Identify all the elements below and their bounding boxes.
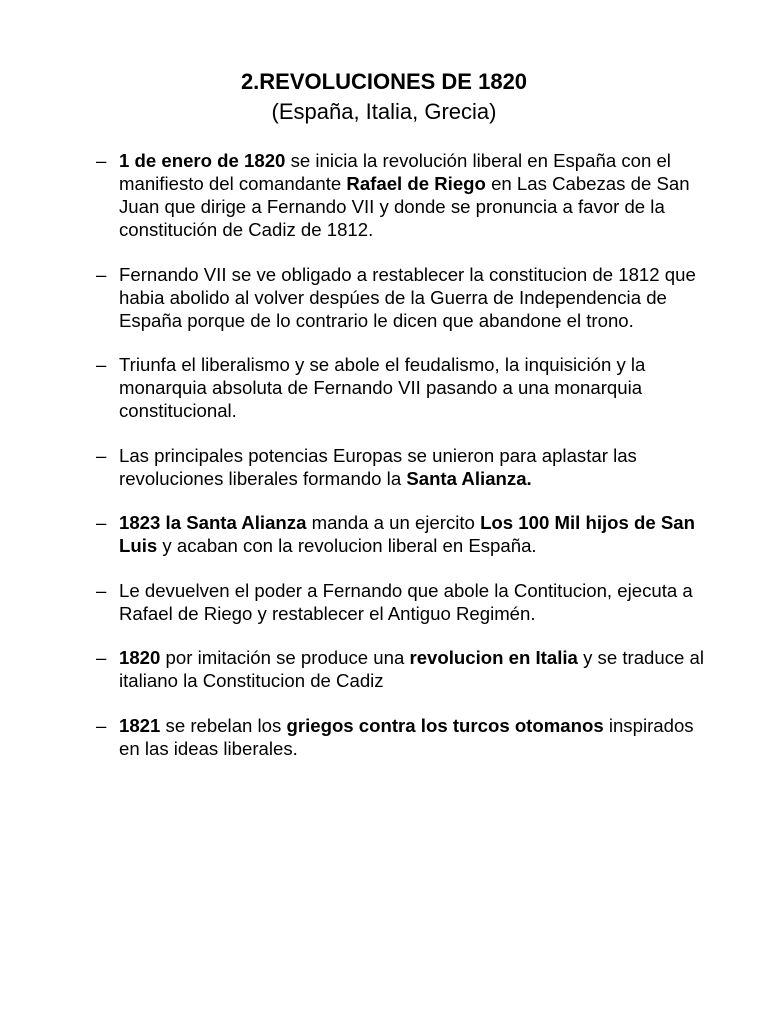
item-text	[119, 580, 693, 624]
title-subtitle: (España, Italia, Grecia)	[271, 99, 497, 124]
title-main: 2.REVOLUCIONES DE 1820	[240, 69, 528, 94]
list-item	[96, 511, 716, 557]
item-text	[119, 150, 690, 240]
item-text	[119, 715, 694, 759]
text-segment: Las principales potencias Europas se unieron para aplastar las revoluciones liberales formando la	[119, 444, 637, 489]
text-segment: 1 de enero de 1820	[119, 150, 286, 171]
dash-bullet-icon: –	[96, 150, 107, 171]
text-segment: 1820	[119, 647, 161, 668]
list-item	[96, 646, 716, 692]
item-text	[119, 264, 696, 331]
list-item	[96, 149, 716, 241]
text-segment: Rafael de Riego	[346, 173, 486, 194]
text-segment: y acaban con la revolucion liberal en España.	[157, 535, 537, 556]
bullet-list	[96, 149, 716, 781]
list-item	[96, 263, 716, 332]
list-item	[96, 579, 716, 625]
text-segment: Fernando VII se ve obligado a restablecer la constitucion de 1812 que habia abolido al volver despúes de la Guerra de Independencia de España porque de lo contrario le dicen que abandone el trono.	[119, 263, 696, 331]
dash-bullet-icon: –	[96, 647, 107, 668]
text-segment: inspirados en las ideas liberales.	[119, 714, 694, 759]
text-segment: 1821	[119, 714, 161, 736]
list-item	[96, 714, 716, 760]
list-item	[96, 444, 716, 490]
item-text	[119, 512, 695, 556]
text-segment: Le devuelven el poder a Fernando que abole la Contitucion, ejecuta a Rafael de Riego y restablecer el Antiguo Regimén.	[119, 579, 693, 624]
text-segment: se inicia la revolución liberal en España con el manifiesto del comandante	[119, 150, 671, 194]
list-item	[96, 353, 716, 422]
item-text	[119, 354, 645, 421]
dash-bullet-icon: –	[96, 263, 107, 285]
text-segment: por imitación se produce una	[160, 647, 410, 668]
text-segment: manda a un ejercito	[306, 512, 481, 533]
text-segment: se rebelan los	[160, 714, 287, 736]
text-segment: y se traduce al italiano la Constitucion de Cadiz	[119, 647, 704, 691]
document-title	[0, 67, 768, 127]
dash-bullet-icon: –	[96, 579, 107, 601]
text-segment: en Las Cabezas de San Juan que dirige a Fernando VII y donde se pronuncia a favor de la constitución de Cadiz de 1812.	[119, 173, 690, 240]
text-segment: Los 100 Mil hijos de San Luis	[119, 512, 695, 556]
item-text	[119, 647, 704, 691]
text-segment: Santa Alianza.	[406, 467, 532, 489]
dash-bullet-icon: –	[96, 354, 107, 375]
text-segment: Triunfa el liberalismo y se abole el feudalismo, la inquisición y la monarquia absoluta de Fernando VII pasando a una monarquia constitucional.	[119, 354, 646, 421]
text-segment: 1823 la Santa Alianza	[119, 512, 307, 533]
item-text	[119, 445, 637, 489]
dash-bullet-icon: –	[96, 444, 107, 466]
text-segment: revolucion en Italia	[409, 647, 578, 668]
dash-bullet-icon: –	[96, 512, 107, 533]
text-segment: griegos contra los turcos otomanos	[286, 714, 604, 736]
dash-bullet-icon: –	[96, 714, 107, 736]
